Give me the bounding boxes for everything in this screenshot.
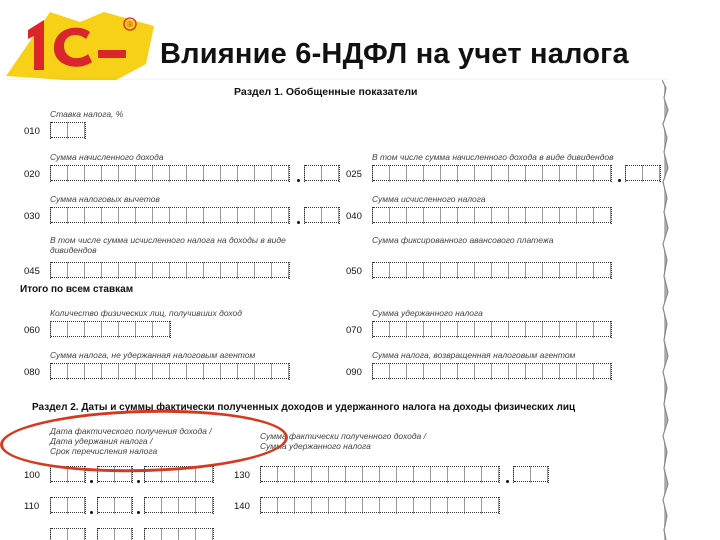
torn-paper-edge — [662, 80, 720, 540]
code-110: 110 — [24, 501, 40, 512]
code-040: 040 — [346, 211, 362, 222]
returned-label: Сумма налога, возвращенная налоговым агентом — [372, 350, 576, 360]
code-050: 050 — [346, 266, 362, 277]
date-dot — [137, 511, 140, 514]
sums-label-2: Сумма удержанного налога — [260, 441, 371, 451]
page-title: Влияние 6-НДФЛ на учет налога — [160, 38, 629, 70]
field-090[interactable] — [372, 363, 612, 380]
field-110-year[interactable] — [144, 497, 214, 514]
field-030-dec[interactable] — [304, 207, 340, 224]
field-020-dec[interactable] — [304, 165, 340, 182]
field-045[interactable] — [50, 262, 290, 279]
decimal-point — [297, 179, 300, 182]
code-070: 070 — [346, 325, 362, 336]
field-070[interactable] — [372, 321, 612, 338]
field-040[interactable] — [372, 207, 612, 224]
section2-title: Раздел 2. Даты и суммы фактически полученных доходов и удержанного налога на доходы физических лиц — [32, 402, 576, 413]
field-140[interactable] — [260, 497, 500, 514]
field-120-day[interactable] — [50, 528, 86, 540]
field-130-dec[interactable] — [513, 466, 549, 483]
code-090: 090 — [346, 367, 362, 378]
dividend-tax-label — [50, 235, 310, 255]
field-110-day[interactable] — [50, 497, 86, 514]
income-label: Сумма начисленного дохода — [50, 152, 164, 162]
sums-label-1: Сумма фактически полученного дохода / — [260, 431, 426, 441]
field-030-int[interactable] — [50, 207, 290, 224]
dates-label-2: Дата удержания налога / — [50, 436, 153, 446]
date-dot — [137, 480, 140, 483]
advance-label: Сумма фиксированного авансового платежа — [372, 235, 554, 245]
1c-logo — [6, 6, 154, 80]
code-060: 060 — [24, 325, 40, 336]
code-100: 100 — [24, 470, 40, 481]
field-010[interactable] — [50, 122, 86, 139]
section1-title: Раздел 1. Обобщенные показатели — [234, 86, 418, 98]
persons-label: Количество физических лиц, получивших доход — [50, 308, 242, 318]
field-025-int[interactable] — [372, 165, 612, 182]
total-title: Итого по всем ставкам — [20, 284, 134, 295]
field-080[interactable] — [50, 363, 290, 380]
field-020-int[interactable] — [50, 165, 290, 182]
field-050[interactable] — [372, 262, 612, 279]
field-120-month[interactable] — [97, 528, 133, 540]
date-dot — [90, 480, 93, 483]
tax-calc-label: Сумма исчисленного налога — [372, 194, 486, 204]
withheld-label: Сумма удержанного налога — [372, 308, 483, 318]
decimal-point — [297, 221, 300, 224]
dividend-tax-label-text: В том числе сумма исчисленного налога на доходы в виде дивидендов — [50, 235, 286, 255]
code-030: 030 — [24, 211, 40, 222]
code-025: 025 — [346, 169, 362, 180]
dates-label-3: Срок перечисления налога — [50, 446, 158, 456]
field-025-dec[interactable] — [625, 165, 661, 182]
rate-label: Ставка налога, % — [50, 109, 124, 119]
not-withheld-label: Сумма налога, не удержанная налоговым агентом — [50, 350, 256, 360]
code-020: 020 — [24, 169, 40, 180]
field-120-year[interactable] — [144, 528, 214, 540]
dates-label-1: Дата фактического получения дохода / — [50, 426, 212, 436]
dividend-income-label: В том числе сумма начисленного дохода в виде дивидендов — [372, 152, 614, 162]
date-dot — [90, 511, 93, 514]
deductions-label: Сумма налоговых вычетов — [50, 194, 160, 204]
code-080: 080 — [24, 367, 40, 378]
decimal-point — [506, 480, 509, 483]
code-130: 130 — [234, 470, 250, 481]
code-045: 045 — [24, 266, 40, 277]
field-060[interactable] — [50, 321, 171, 338]
code-010: 010 — [24, 126, 40, 137]
field-130-int[interactable] — [260, 466, 500, 483]
field-110-month[interactable] — [97, 497, 133, 514]
code-140: 140 — [234, 501, 250, 512]
decimal-point — [618, 179, 621, 182]
logo-registered-mark: ® — [127, 20, 133, 29]
